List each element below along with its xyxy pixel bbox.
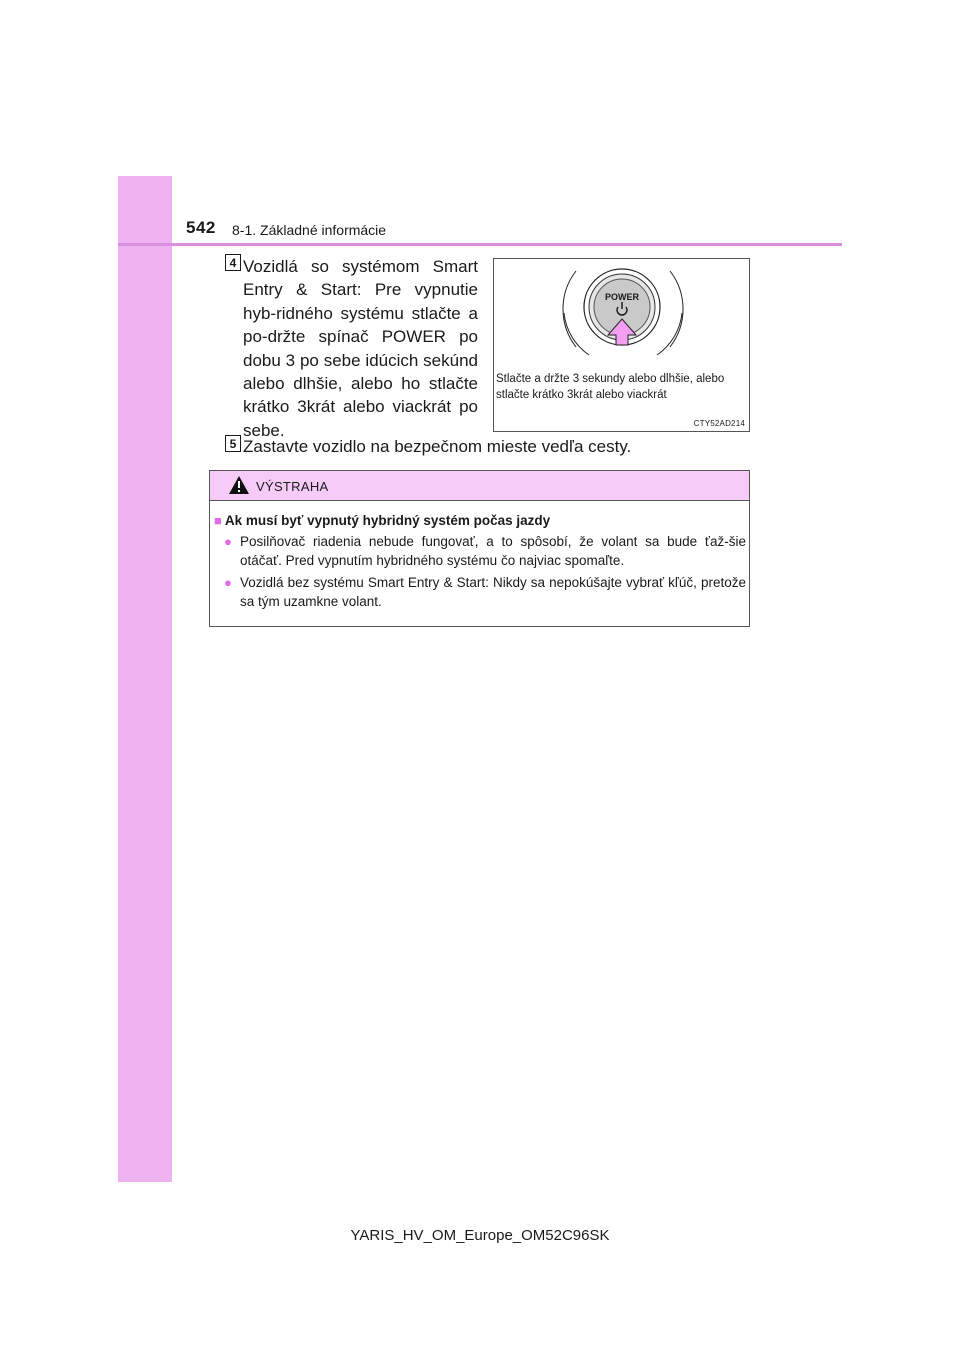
square-bullet-icon: ■	[214, 513, 222, 528]
page-number: 542	[186, 218, 216, 237]
document-footer: YARIS_HV_OM_Europe_OM52C96SK	[350, 1227, 610, 1244]
chapter-sidebar-tab	[118, 176, 172, 1182]
warning-triangle-icon	[228, 475, 250, 495]
header-rule	[118, 243, 842, 246]
warning-bullet: ● Posilňovač riadenia nebude fungovať, a to spôsobí, že volant sa bude ťaž-šie otáčať. Pred vypnutím hybridného systému čo najviac spomaľte.	[224, 534, 746, 568]
power-button-illustration	[494, 259, 751, 433]
figure-caption: Stlačte a držte 3 sekundy alebo dlhšie, alebo stlačte krátko 3krát alebo viackrát	[496, 373, 725, 401]
step-5-text: Zastavte vozidlo na bezpečnom mieste vedľa cesty.	[243, 437, 632, 456]
warning-title: VÝSTRAHA	[256, 479, 329, 494]
warning-header	[210, 471, 749, 501]
step-badge-4: 4	[225, 254, 241, 271]
warning-heading: ■ Ak musí byť vypnutý hybridný systém počas jazdy	[214, 513, 551, 528]
power-button-label: POWER	[604, 292, 639, 302]
warning-box	[209, 470, 750, 627]
figure-code: CTY52AD214	[693, 419, 745, 428]
step-4-text: Vozidlá so systémom Smart Entry & Start: Pre vypnutie hyb-ridného systému stlačte a po-držte spínač POWER po dobu 3 po sebe idúcich sekúnd alebo dlhšie, alebo ho stlačte krátko 3krát alebo viackrát po sebe.	[243, 257, 478, 440]
power-switch-figure	[493, 258, 750, 432]
section-title: 8-1. Základné informácie	[232, 222, 387, 238]
warning-bullet: ● Vozidlá bez systému Smart Entry & Start: Nikdy sa nepokúšajte vybrať kľúč, pretože sa tým uzamkne volant.	[224, 575, 746, 609]
circle-bullet-icon: ●	[224, 534, 232, 549]
circle-bullet-icon: ●	[224, 575, 232, 590]
step-badge-5: 5	[225, 435, 241, 452]
